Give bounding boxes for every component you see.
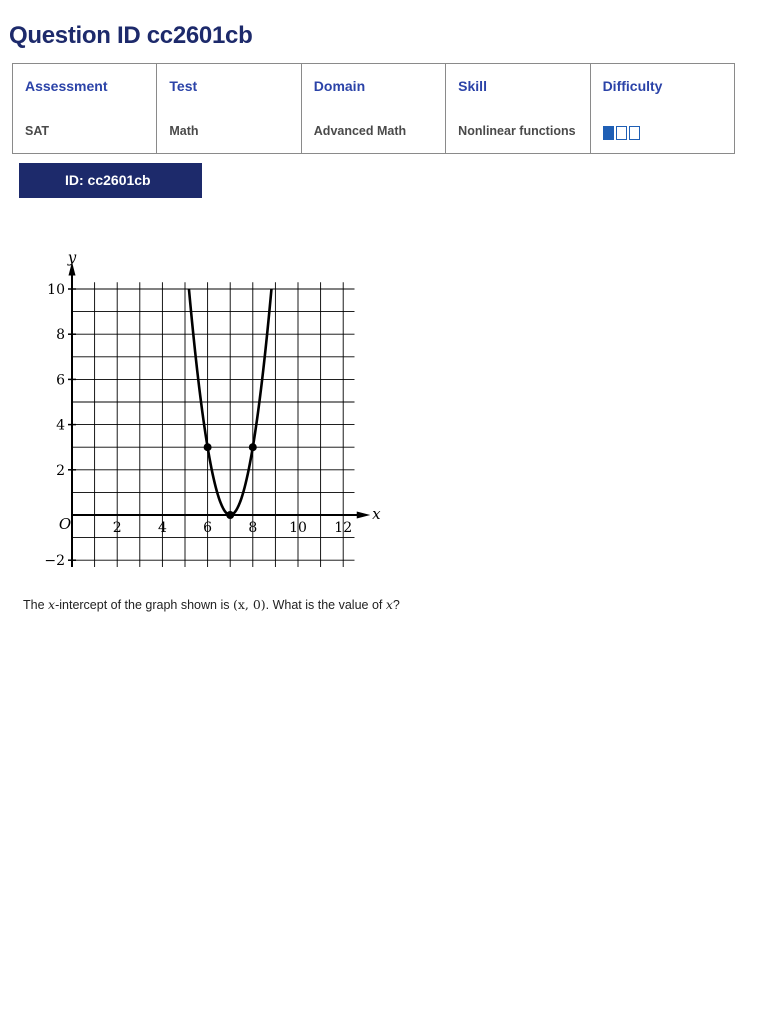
header-assessment: Assessment <box>13 64 157 109</box>
difficulty-meter <box>603 126 640 140</box>
header-difficulty: Difficulty <box>590 64 734 109</box>
y-axis-label: y <box>67 248 77 267</box>
question-var-x2: x <box>385 597 393 612</box>
header-domain: Domain <box>301 64 445 109</box>
coordinate-graph <box>30 248 381 577</box>
question-text <box>23 597 400 612</box>
difficulty-box-empty <box>629 126 640 140</box>
x-tick-label: 12 <box>334 520 353 536</box>
question-prefix: The <box>23 598 49 612</box>
graph-point <box>226 511 234 519</box>
x-tick-label: 2 <box>112 520 122 536</box>
value-skill: Nonlinear functions <box>446 109 590 154</box>
value-difficulty <box>590 109 734 154</box>
header-test: Test <box>157 64 301 109</box>
question-id-badge: ID: cc2601cb <box>19 163 202 198</box>
graph-point <box>204 443 212 451</box>
x-tick-label: 8 <box>248 520 258 536</box>
question-info-table <box>12 63 735 154</box>
graph-point <box>249 443 257 451</box>
y-tick-label: 10 <box>47 282 65 298</box>
y-tick-label: 6 <box>56 372 65 389</box>
origin-label: O <box>58 515 72 533</box>
x-axis-arrow <box>357 512 371 519</box>
page-title: Question ID cc2601cb <box>9 22 253 49</box>
info-header-row <box>13 64 735 109</box>
x-tick-label: 6 <box>203 520 213 536</box>
question-var-x: x <box>48 597 56 612</box>
graph-figure <box>30 248 381 577</box>
x-tick-label: 10 <box>289 520 307 536</box>
y-tick-label: 4 <box>56 417 65 434</box>
header-skill: Skill <box>446 64 590 109</box>
value-assessment: SAT <box>13 109 157 154</box>
value-test: Math <box>157 109 301 154</box>
difficulty-box-filled <box>603 126 614 140</box>
question-suffix: . What is the value of <box>265 598 386 612</box>
y-tick-label: 8 <box>56 327 65 344</box>
y-tick-label: −2 <box>44 553 65 570</box>
x-axis-label: x <box>372 505 381 523</box>
y-tick-label: 2 <box>56 462 65 479</box>
value-domain: Advanced Math <box>301 109 445 154</box>
info-value-row <box>13 109 735 154</box>
question-end: ? <box>392 598 400 612</box>
question-point: (x, 0) <box>232 597 266 612</box>
x-tick-label: 4 <box>157 520 167 536</box>
difficulty-box-empty <box>616 126 627 140</box>
question-middle: -intercept of the graph shown is <box>55 598 233 612</box>
